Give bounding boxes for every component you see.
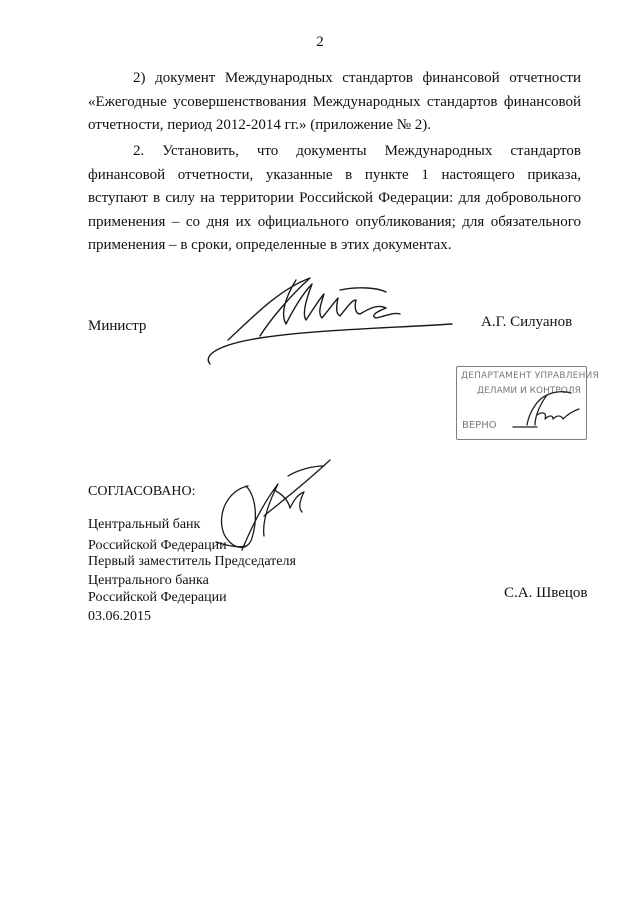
paragraph-line: 2) документ Международных стандартов финансовой отчетности [133,70,581,86]
minister-signature [200,268,460,368]
approval-line: Российской Федерации [88,590,227,605]
stamp-signature [507,385,587,440]
stamp-line: ДЕЛАМИ И КОНТРОЛЯ [477,386,581,396]
minister-name: А.Г. Силуанов [481,314,573,330]
approval-heading: СОГЛАСОВАНО: [88,484,196,499]
paragraph-line: вступают в силу на территории Российской Федерации: для добровольного [88,190,581,206]
approval-date: 03.06.2015 [88,609,151,624]
approval-line: Центрального банка [88,573,209,588]
paragraph-line: «Ежегодные усовершенствования Международных стандартов финансовой [88,93,581,110]
approval-line: Первый заместитель Председателя [88,554,296,569]
stamp-line: ДЕПАРТАМЕНТ УПРАВЛЕНИЯ [461,371,599,381]
minister-title: Министр [88,318,147,334]
approval-signature [208,456,338,556]
paragraph-item-2 [88,67,581,138]
verification-stamp [456,366,599,440]
stamp-line: ВЕРНО [462,420,497,431]
paragraph-line: финансовой отчетности, указанные в пункте 1 настоящего приказа, [88,166,581,183]
paragraph-line: применения – в сроки, определенные в этих документах. [88,237,452,253]
paragraph-line: отчетности, период 2012-2014 гг.» (приложение № 2). [88,117,432,133]
page-number: 2 [316,34,324,50]
approval-line: Российской Федерации [88,538,227,553]
paragraph-point-2 [88,140,581,258]
approval-name: С.А. Швецов [504,585,588,601]
paragraph-line: 2. Установить, что документы Международных стандартов [133,143,581,159]
paragraph-line: применения – со дня их официального опубликования; для обязательного [88,213,581,230]
approval-line: Центральный банк [88,517,201,532]
